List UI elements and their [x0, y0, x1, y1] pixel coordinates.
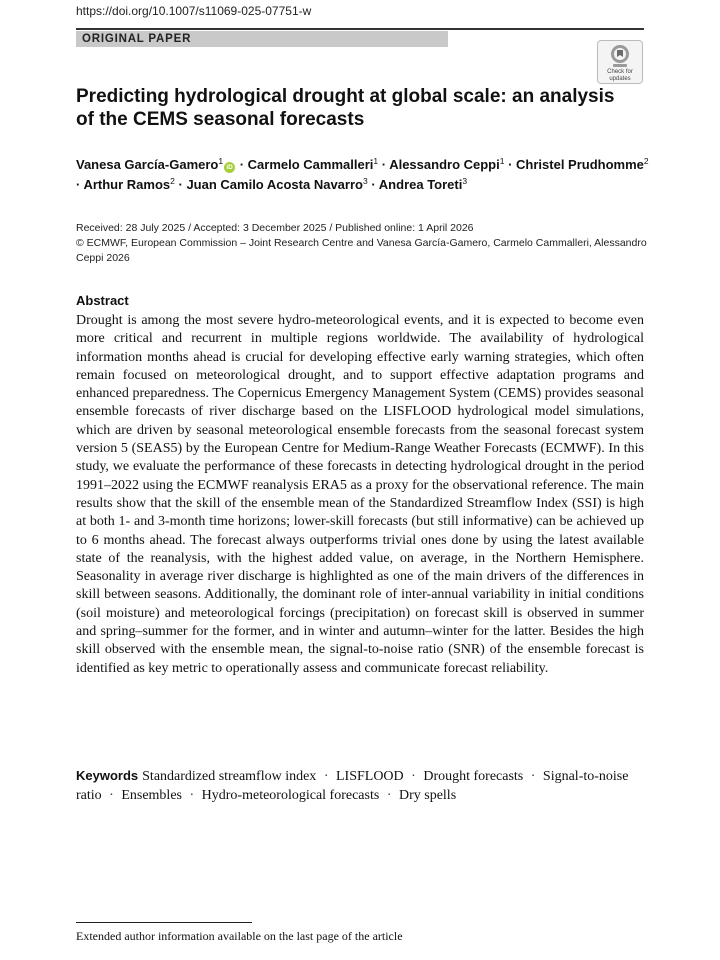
badge-label — [598, 69, 642, 82]
keywords-block — [76, 766, 644, 805]
keyword-separator: · — [323, 769, 329, 784]
author-name[interactable]: Carmelo Cammalleri — [247, 157, 374, 172]
author-list — [76, 155, 656, 195]
author-affiliation: 1 — [373, 156, 379, 166]
keyword: Ensembles — [121, 788, 182, 803]
author-name[interactable]: Juan Camilo Acosta Navarro — [186, 177, 363, 192]
keyword-separator: · — [530, 769, 536, 784]
author-separator: · — [504, 157, 517, 172]
author-name[interactable]: Andrea Toreti — [378, 177, 463, 192]
header-rule — [76, 28, 644, 30]
author-name[interactable]: Christel Prudhomme — [516, 157, 644, 172]
orcid-icon[interactable]: iD — [224, 162, 235, 173]
publication-dates: Received: 28 July 2025 / Accepted: 3 December 2025 / Published online: 1 April 2026 — [76, 222, 474, 234]
author-separator: · — [236, 157, 248, 172]
author-separator: · — [367, 177, 379, 192]
badge-label-line2: updates — [609, 75, 631, 82]
keyword: Dry spells — [398, 788, 457, 803]
badge-label-line1: Check for — [607, 69, 633, 75]
abstract-heading: Abstract — [76, 293, 129, 308]
doi-link[interactable]: https://doi.org/10.1007/s11069-025-07751-w — [76, 4, 312, 18]
keyword-separator: · — [189, 788, 195, 803]
section-banner: ORIGINAL PAPER — [76, 31, 448, 47]
abstract-text: Drought is among the most severe hydro-meteorological events, and it is expected to become even more critical and recurrent in multiple regions worldwide. The availability of hydrological information months ahead is crucial for developing effective early warning strategies, which often remain focused on meteorological drought, and to support effective adaptation programs and enhanced preparedness. The Copernicus Emergency Management System (CEMS) provides seasonal ensemble forecasts of river discharge based on the LISFLOOD hydrological model simulations, which are driven by seasonal meteorological ensemble forecasts from the seasonal forecast system version 5 (SEAS5) by the European Centre for Medium-Range Weather Forecasts (ECMWF). In this study, we evaluate the performance of these forecasts in detecting hydrological drought in the period 1991–2022 using the ECMWF reanalysis ERA5 as a proxy for the observational reference. The main results show that the skill of the ensemble mean of the Standardized Streamflow Index (SSI) is high at both 1- and 3-month time horizons; lower-skill forecasts (but still informative) can be achieved up to 6 months ahead. The forecast always outperforms trivial ones done by using the latest available state of the reanalysis, with the highest added value, on average, in the Northern Hemisphere. Seasonality in average river discharge is highlighted as one of the main drivers of the differences in skill between seasons. Additionally, the dominant role of inter-annual variability in initial conditions (soil moisture) and meteorological forcings (precipitation) on forecast skill is observed in summer and spring–summer for the former, and in winter and autumn–winter for the latter. Besides the high skill observed with the ensemble mean, the signal-to-noise ratio (SNR) of the ensemble forecast is identified as key metric to operationally assess and communicate forecast reliability. — [76, 313, 644, 676]
keyword: Signal-to-noise ratio — [76, 769, 629, 803]
keyword-separator: · — [109, 788, 114, 803]
author-affiliation: 2 — [170, 176, 175, 186]
author-separator: · — [174, 177, 187, 192]
keywords-list — [76, 769, 628, 803]
footnote-rule — [76, 922, 252, 923]
keyword: Drought forecasts — [423, 769, 524, 784]
author-affiliation: 1 — [218, 156, 224, 166]
keyword: LISFLOOD — [335, 769, 404, 784]
author-affiliation: 2 — [643, 156, 649, 166]
check-for-updates-badge[interactable] — [597, 40, 643, 84]
author-separator: · — [76, 177, 84, 192]
author-affiliation: 3 — [462, 176, 468, 186]
check-for-updates-icon — [609, 44, 631, 68]
keyword-separator: · — [386, 788, 392, 803]
keyword-separator: · — [411, 769, 416, 784]
doi-line — [76, 4, 311, 18]
author-affiliation: 1 — [499, 156, 505, 166]
author-info-footnote: Extended author information available on the last page of the article — [76, 929, 403, 943]
author-name[interactable]: Vanesa García-Gamero — [76, 157, 219, 172]
author-affiliation: 3 — [362, 176, 368, 186]
publication-meta — [76, 221, 656, 266]
author-name[interactable]: Alessandro Ceppi — [389, 157, 500, 172]
keyword: Hydro-meteorological forecasts — [201, 788, 380, 803]
keywords-label: Keywords — [76, 768, 139, 783]
copyright-line: © ECMWF, European Commission – Joint Research Centre and Vanesa García-Gamero, Carmelo Cammalleri, Alessandro Ceppi 2026 — [76, 237, 647, 264]
keyword: Standardized streamflow index — [142, 769, 317, 784]
author-name[interactable]: Arthur Ramos — [83, 177, 171, 192]
author-separator: · — [378, 157, 390, 172]
paper-title: Predicting hydrological drought at global scale: an analysis of the CEMS seasonal forecasts — [76, 86, 615, 130]
